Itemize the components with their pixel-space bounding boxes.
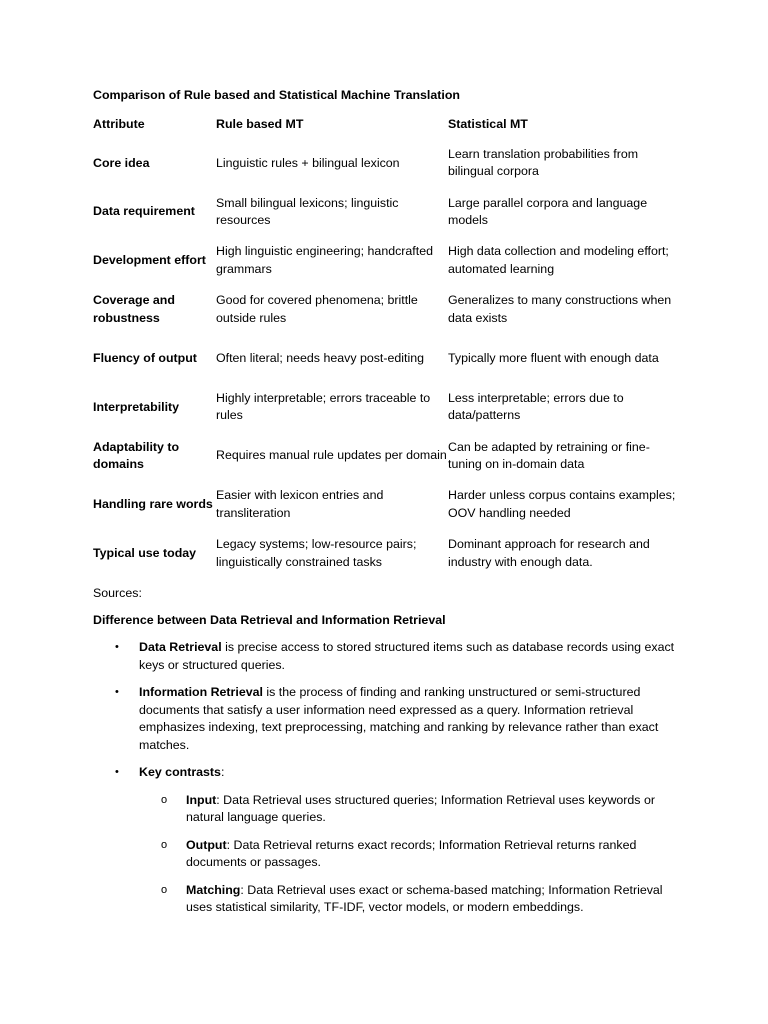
sub-bullet-list <box>139 792 683 917</box>
row-statistical: Less interpretable; errors due to data/patterns <box>448 390 624 423</box>
row-rule-based: Small bilingual lexicons; linguistic resources <box>216 195 399 228</box>
row-attribute: Data requirement <box>93 204 195 219</box>
bullet-list <box>93 639 683 927</box>
item-text: : <box>220 765 225 779</box>
list-item <box>93 639 683 674</box>
row-attribute: Fluency of output <box>93 350 197 365</box>
bullet-icon: • <box>115 766 119 778</box>
item-term: Key contrasts <box>139 765 221 779</box>
row-attribute: Adaptability to domains <box>93 439 180 472</box>
row-attribute: Coverage and robustness <box>93 293 175 325</box>
row-rule-based: Linguistic rules + bilingual lexicon <box>216 155 400 170</box>
header-statistical: Statistical MT <box>448 117 528 132</box>
sub-item-term: Input <box>186 792 217 807</box>
sub-list-item <box>139 792 683 827</box>
sub-item-text: : Data Retrieval uses structured queries; Information Retrieval uses keywords or natural language queries. <box>186 792 655 824</box>
header-attribute: Attribute <box>93 117 145 132</box>
table-row <box>93 481 683 530</box>
list-item <box>93 684 683 754</box>
row-rule-based: Easier with lexicon entries and transliteration <box>216 488 384 520</box>
bullet-icon: • <box>115 686 119 698</box>
row-rule-based: High linguistic engineering; handcrafted grammars <box>216 244 433 276</box>
row-rule-based: Requires manual rule updates per domain <box>216 448 447 463</box>
circle-bullet-icon: o <box>161 838 168 851</box>
sub-list-item <box>139 837 683 872</box>
header-rule-based: Rule based MT <box>216 117 304 132</box>
row-rule-based: Highly interpretable; errors traceable to rules <box>216 390 431 423</box>
sources-label: Sources: <box>93 586 142 600</box>
row-rule-based: Legacy systems; low-resource pairs; linguistically constrained tasks <box>216 537 417 569</box>
item-text: is the process of finding and ranking unstructured or semi-structured documents that satisfy a user information need expressed as a query. Information retrieval emphasizes indexing, text preprocessing, matching and ranking by relevance rather than exact matches. <box>139 685 659 752</box>
row-rule-based: Good for covered phenomena; brittle outside rules <box>216 293 418 325</box>
sub-item-text: : Data Retrieval returns exact records; Information Retrieval returns ranked documents or passages. <box>186 837 637 869</box>
circle-bullet-icon: o <box>161 883 168 896</box>
row-attribute: Development effort <box>93 253 206 268</box>
bullet-icon: • <box>115 641 119 653</box>
row-attribute: Core idea <box>93 155 150 170</box>
item-term: Data Retrieval <box>139 640 222 654</box>
page-title: Comparison of Rule based and Statistical Machine Translation <box>93 88 460 102</box>
table-row <box>93 139 683 188</box>
row-statistical: Learn translation probabilities from bilingual corpora <box>448 146 639 179</box>
item-text: is precise access to stored structured items such as database records using exact keys or structured queries. <box>139 640 675 672</box>
row-attribute: Interpretability <box>93 399 180 414</box>
row-statistical: Dominant approach for research and industry with enough data. <box>448 537 650 569</box>
table-row <box>93 334 683 383</box>
table-row <box>93 237 683 286</box>
row-statistical: Large parallel corpora and language models <box>448 195 648 228</box>
row-statistical: Can be adapted by retraining or fine-tuning on in-domain data <box>448 439 650 472</box>
comparison-table <box>93 111 683 578</box>
table-header-row <box>93 111 683 139</box>
sub-item-text: : Data Retrieval uses exact or schema-based matching; Information Retrieval uses statistical similarity, TF-IDF, vector models, or modern embeddings. <box>186 882 663 914</box>
table-row <box>93 432 683 481</box>
row-statistical: High data collection and modeling effort; automated learning <box>448 244 669 276</box>
table-row <box>93 285 683 334</box>
section-heading: Difference between Data Retrieval and Information Retrieval <box>93 613 446 627</box>
row-statistical: Generalizes to many constructions when data exists <box>448 293 672 325</box>
row-statistical: Typically more fluent with enough data <box>448 350 659 365</box>
list-item <box>93 764 683 917</box>
row-rule-based: Often literal; needs heavy post-editing <box>216 350 425 365</box>
table-row <box>93 188 683 237</box>
item-term: Information Retrieval <box>139 685 263 699</box>
sub-list-item <box>139 882 683 917</box>
row-statistical: Harder unless corpus contains examples; OOV handling needed <box>448 488 676 520</box>
table-row <box>93 383 683 432</box>
sub-item-term: Matching <box>186 882 241 897</box>
row-attribute: Handling rare words <box>93 497 213 512</box>
circle-bullet-icon: o <box>161 793 168 806</box>
sub-item-term: Output <box>186 837 227 852</box>
table-row <box>93 529 683 578</box>
row-attribute: Typical use today <box>93 546 197 561</box>
